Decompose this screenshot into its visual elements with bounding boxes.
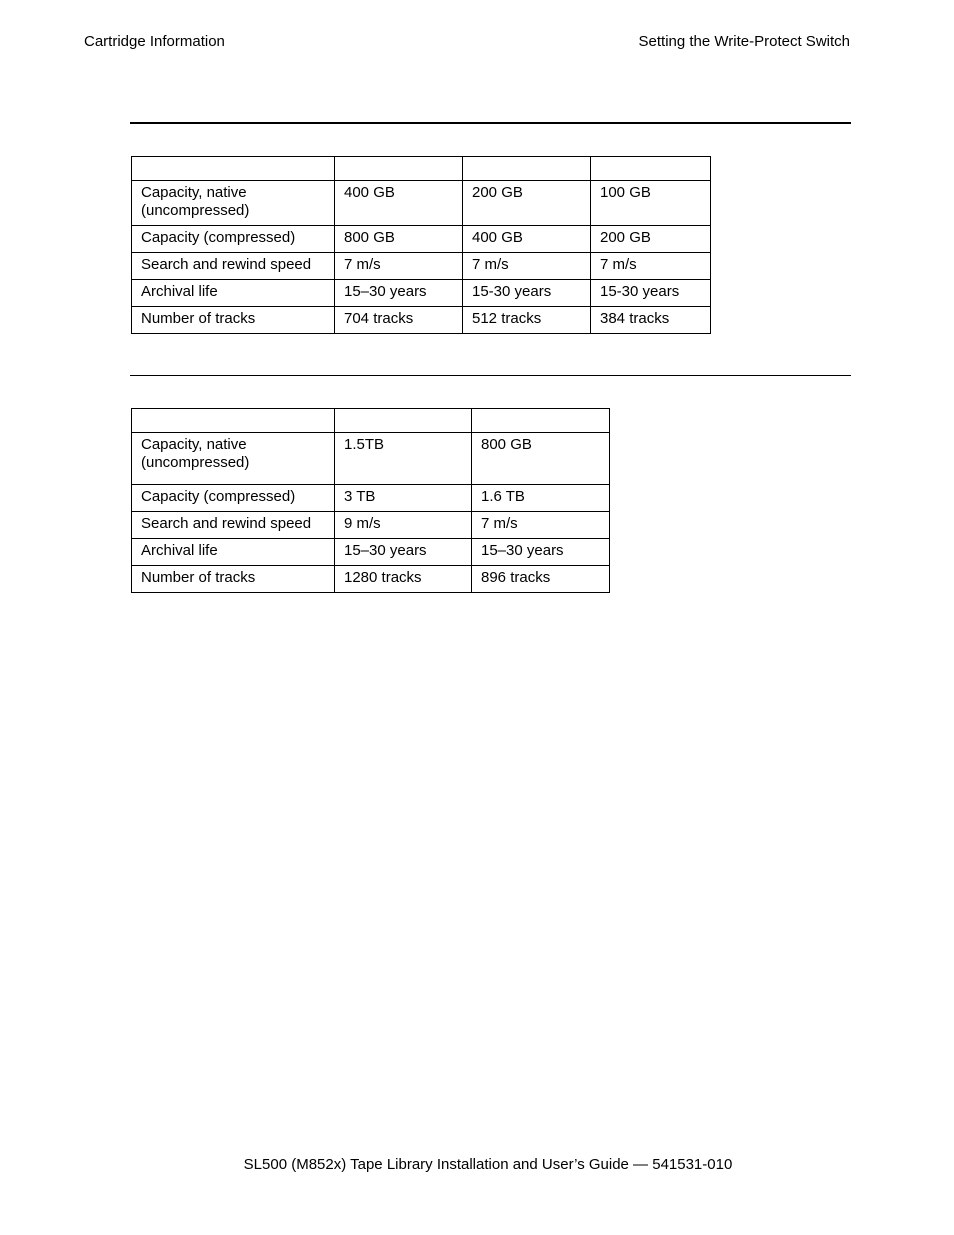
table-header-cell bbox=[132, 409, 335, 433]
table-cell: 15-30 years bbox=[463, 280, 591, 307]
table-header-row bbox=[132, 157, 711, 181]
table-cell: 15-30 years bbox=[591, 280, 711, 307]
table-cell: 15–30 years bbox=[335, 280, 463, 307]
table-cell: 400 GB bbox=[463, 226, 591, 253]
table-cell: 384 tracks bbox=[591, 307, 711, 334]
table-cell: 7 m/s bbox=[472, 512, 610, 539]
table-row bbox=[132, 226, 711, 253]
table-row bbox=[132, 512, 610, 539]
table-cell: 512 tracks bbox=[463, 307, 591, 334]
table-cell: 704 tracks bbox=[335, 307, 463, 334]
row-label: Archival life bbox=[132, 539, 335, 566]
row-label: Search and rewind speed bbox=[132, 253, 335, 280]
row-label: Archival life bbox=[132, 280, 335, 307]
table-row bbox=[132, 253, 711, 280]
table-row bbox=[132, 181, 711, 226]
table-cell: 15–30 years bbox=[335, 539, 472, 566]
table-row bbox=[132, 566, 610, 593]
table-cell: 1.6 TB bbox=[472, 485, 610, 512]
table-row bbox=[132, 280, 711, 307]
row-label: Capacity, native (uncompressed) bbox=[132, 181, 335, 226]
table-row bbox=[132, 307, 711, 334]
section-rule-1 bbox=[130, 122, 851, 124]
table-cell: 7 m/s bbox=[591, 253, 711, 280]
table-row bbox=[132, 433, 610, 485]
row-label: Capacity, native (uncompressed) bbox=[132, 433, 335, 485]
table-header-cell bbox=[335, 157, 463, 181]
table-row bbox=[132, 485, 610, 512]
table-cell: 896 tracks bbox=[472, 566, 610, 593]
table-cell: 400 GB bbox=[335, 181, 463, 226]
section-rule-2 bbox=[130, 375, 851, 376]
table-header-cell bbox=[472, 409, 610, 433]
table-cell: 200 GB bbox=[591, 226, 711, 253]
row-label: Number of tracks bbox=[132, 566, 335, 593]
running-header-section: Setting the Write-Protect Switch bbox=[638, 33, 850, 50]
row-label: Number of tracks bbox=[132, 307, 335, 334]
row-label: Capacity (compressed) bbox=[132, 485, 335, 512]
row-label: Search and rewind speed bbox=[132, 512, 335, 539]
table-cell: 100 GB bbox=[591, 181, 711, 226]
table-header-cell bbox=[591, 157, 711, 181]
table-cell: 1.5TB bbox=[335, 433, 472, 485]
running-header-chapter: Cartridge Information bbox=[84, 33, 225, 50]
table-row bbox=[132, 539, 610, 566]
table-cell: 1280 tracks bbox=[335, 566, 472, 593]
table-cell: 800 GB bbox=[335, 226, 463, 253]
table-cell: 7 m/s bbox=[463, 253, 591, 280]
table-cell: 7 m/s bbox=[335, 253, 463, 280]
table-cell: 15–30 years bbox=[472, 539, 610, 566]
table-header-row bbox=[132, 409, 610, 433]
table-cell: 9 m/s bbox=[335, 512, 472, 539]
row-label: Capacity (compressed) bbox=[132, 226, 335, 253]
table-header-cell bbox=[335, 409, 472, 433]
table-cell: 800 GB bbox=[472, 433, 610, 485]
running-footer: SL500 (M852x) Tape Library Installation and User’s Guide — 541531-010 bbox=[243, 1156, 733, 1173]
table-cell: 200 GB bbox=[463, 181, 591, 226]
table-header-cell bbox=[463, 157, 591, 181]
cartridge-spec-table-2 bbox=[131, 408, 610, 593]
cartridge-spec-table-1 bbox=[131, 156, 711, 334]
table-cell: 3 TB bbox=[335, 485, 472, 512]
table-header-cell bbox=[132, 157, 335, 181]
